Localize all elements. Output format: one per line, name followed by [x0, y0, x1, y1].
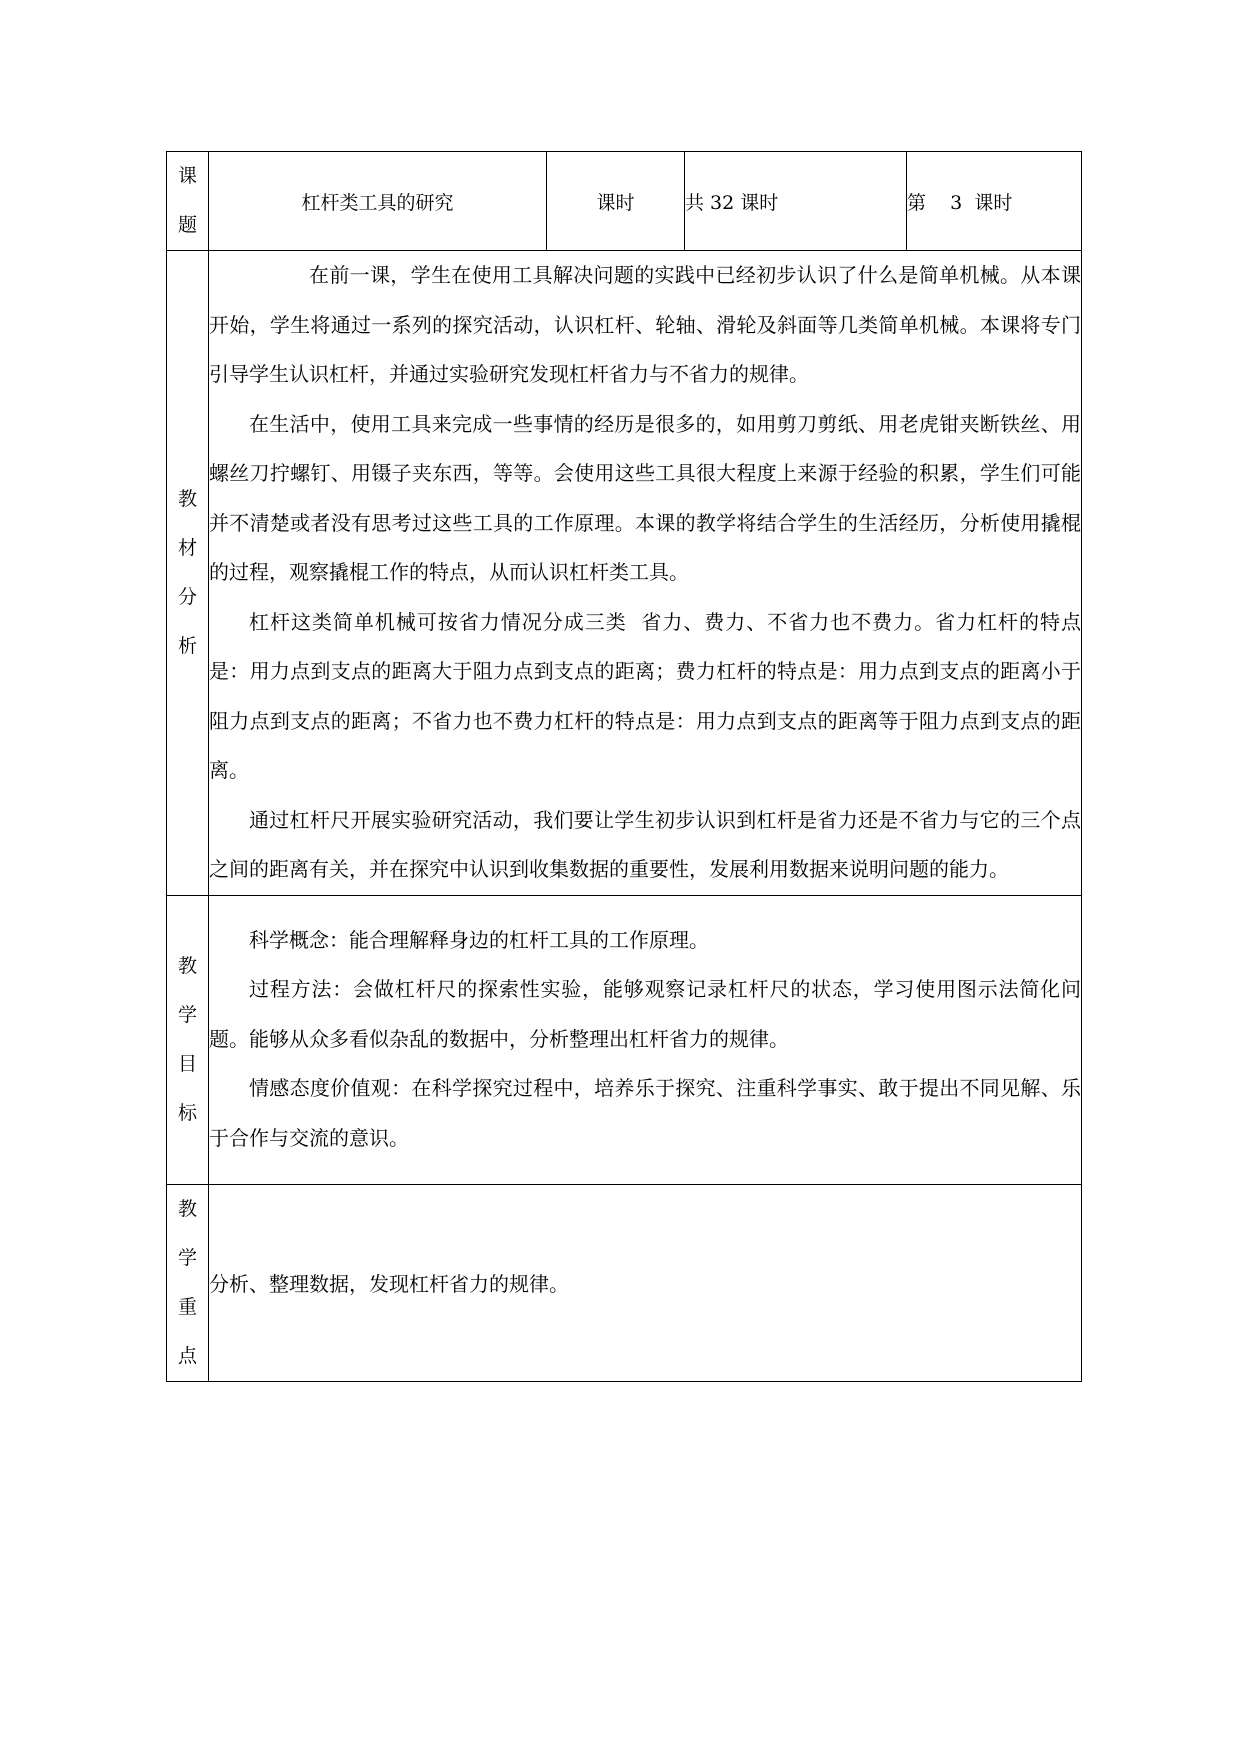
hours-label: 课时 — [547, 152, 685, 251]
label-char: 标 — [177, 1101, 197, 1124]
key-points-label-cell — [167, 1184, 209, 1381]
goal-paragraph: 情感态度价值观：在科学探究过程中，培养乐于探究、注重科学事实、敢于提出不同见解、乐于合作与交流的意识。 — [209, 1076, 1081, 1150]
analysis-paragraph: 在生活中，使用工具来完成一些事情的经历是很多的，如用剪刀剪纸、用老虎钳夹断铁丝、用螺丝刀拧螺钉、用镊子夹东西，等等。会使用这些工具很大程度上来源于经验的积累，学生们可能并不清楚或者没有思考过这些工具的工作原理。本课的教学将结合学生的生活经历，分析使用撬棍的过程，观察撬棍工作的特点，从而认识杠杆类工具。 — [209, 411, 1081, 584]
goal-paragraph: 科学概念：能合理解释身边的杠杆工具的工作原理。 — [249, 927, 709, 952]
analysis-content — [209, 251, 1082, 896]
analysis-paragraph: 通过杠杆尺开展实验研究活动，我们要让学生初步认识到杠杆是省力还是不省力与它的三个点之间的距离有关，并在探究中认识到收集数据的重要性，发展利用数据来说明问题的能力。 — [209, 807, 1081, 881]
label-char: 材 — [177, 536, 197, 559]
goals-content — [209, 895, 1082, 1184]
label-char: 析 — [177, 634, 197, 657]
label-char: 教 — [177, 954, 197, 977]
label-char: 重 — [177, 1295, 197, 1318]
label-char: 分 — [177, 585, 197, 608]
total-hours: 共 32 课时 — [685, 152, 907, 251]
current-hour: 第 3 课时 — [907, 152, 1082, 251]
analysis-paragraph: 在前一课，学生在使用工具解决问题的实践中已经初步认识了什么是简单机械。从本课开始，学生将通过一系列的探究活动，认识杠杆、轮轴、滑轮及斜面等几类简单机械。本课将专门引导学生认识杠杆，并通过实验研究发现杠杆省力与不省力的规律。 — [209, 263, 1081, 386]
analysis-label-cell — [167, 251, 209, 896]
label-char: 学 — [177, 1003, 197, 1026]
topic-label-cell — [167, 152, 209, 251]
lesson-plan-table — [166, 151, 1082, 1382]
goals-label-cell — [167, 895, 209, 1184]
label-char: 教 — [177, 1197, 197, 1220]
label-char: 点 — [177, 1344, 197, 1367]
goal-paragraph: 过程方法：会做杠杆尺的探索性实验，能够观察记录杠杆尺的状态，学习使用图示法简化问题。能够从众多看似杂乱的数据中，分析整理出杠杆省力的规律。 — [209, 977, 1081, 1051]
analysis-paragraph: 杠杆这类简单机械可按省力情况分成三类 省力、费力、不省力也不费力。省力杠杆的特点是：用力点到支点的距离大于阻力点到支点的距离；费力杠杆的特点是：用力点到支点的距离小于阻力点到支点的距离；不省力也不费力杠杆的特点是：用力点到支点的距离等于阻力点到支点的距离。 — [209, 609, 1081, 782]
header-row — [167, 152, 1082, 251]
label-char: 课 — [177, 165, 197, 187]
label-char: 教 — [177, 487, 197, 510]
key-points-content: 分析、整理数据，发现杠杆省力的规律。 — [209, 1184, 1082, 1381]
label-char: 学 — [177, 1246, 197, 1269]
key-points-row — [167, 1184, 1082, 1381]
analysis-row — [167, 251, 1082, 896]
goals-row — [167, 895, 1082, 1184]
label-char: 目 — [177, 1052, 197, 1075]
topic-title: 杠杆类工具的研究 — [209, 152, 547, 251]
label-char: 题 — [177, 214, 197, 236]
